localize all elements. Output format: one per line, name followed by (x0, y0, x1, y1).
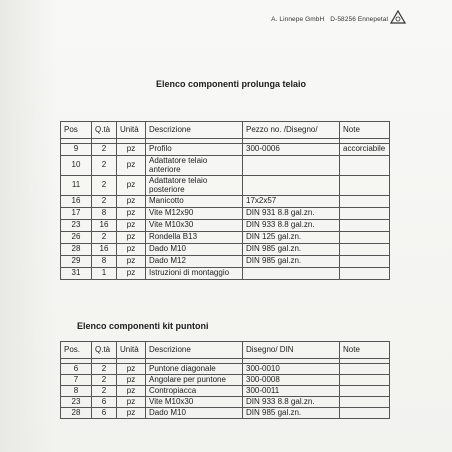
cell-description: Contropiacca (146, 386, 243, 397)
cell-part: 300-0008 (243, 375, 340, 386)
cell-pos: 28 (61, 244, 92, 256)
table-row (61, 144, 390, 156)
cell-qty: 2 (92, 196, 117, 208)
cell-note (340, 232, 390, 244)
cell-note (340, 208, 390, 220)
section2-title: Elenco componenti kit puntoni (77, 321, 209, 331)
cell-description: Dado M12 (146, 256, 243, 268)
col-qty: Q.tà (92, 342, 117, 359)
cell-part: DIN 985 gal.zn. (243, 244, 340, 256)
cell-qty: 16 (92, 244, 117, 256)
cell-qty: 6 (92, 408, 117, 419)
table-row (61, 408, 390, 419)
cell-description: Adattatore telaio posteriore (146, 176, 243, 196)
cell-part: 300-0006 (243, 144, 340, 156)
cell-part: 17x2x57 (243, 196, 340, 208)
col-description: Descrizione (146, 342, 243, 359)
cell-part: DIN 125 gal.zn. (243, 232, 340, 244)
table-row (61, 268, 390, 280)
table-row (61, 176, 390, 196)
cell-note (340, 156, 390, 176)
cell-qty: 2 (92, 386, 117, 397)
cell-pos: 6 (61, 364, 92, 375)
cell-description: Angolare per puntone (146, 375, 243, 386)
company-address: D-58256 Ennepetal (330, 16, 388, 23)
cell-description: Vite M12x90 (146, 208, 243, 220)
cell-pos: 9 (61, 144, 92, 156)
cell-description: Vite M10x30 (146, 397, 243, 408)
table-row (61, 232, 390, 244)
cell-note (340, 408, 390, 419)
cell-note (340, 397, 390, 408)
cell-part: 300-0010 (243, 364, 340, 375)
cell-pos: 10 (61, 156, 92, 176)
cell-unit: pz (117, 408, 146, 419)
col-unit: Unità (117, 342, 146, 359)
cell-qty: 6 (92, 397, 117, 408)
cell-description: Istruzioni di montaggio (146, 268, 243, 280)
col-description: Descrizione (146, 122, 243, 139)
cell-unit: pz (117, 196, 146, 208)
cell-pos: 23 (61, 220, 92, 232)
cell-part: DIN 985 gal.zn. (243, 256, 340, 268)
table-row (61, 156, 390, 176)
cell-note (340, 176, 390, 196)
cell-description: Rondella B13 (146, 232, 243, 244)
cell-description: Dado M10 (146, 408, 243, 419)
col-part: Pezzo no. /Disegno/ (243, 122, 340, 139)
cell-part: DIN 931 8.8 gal.zn. (243, 208, 340, 220)
cell-qty: 2 (92, 144, 117, 156)
cell-part: 300-0011 (243, 386, 340, 397)
cell-unit: pz (117, 256, 146, 268)
table-row (61, 397, 390, 408)
cell-description: Puntone diagonale (146, 364, 243, 375)
cell-pos: 26 (61, 232, 92, 244)
cell-qty: 2 (92, 232, 117, 244)
table-row (61, 220, 390, 232)
col-unit: Unità (117, 122, 146, 139)
cell-qty: 2 (92, 375, 117, 386)
cell-note (340, 256, 390, 268)
cell-pos: 7 (61, 375, 92, 386)
cell-unit: pz (117, 232, 146, 244)
cell-note (340, 244, 390, 256)
cell-note (340, 268, 390, 280)
cell-description: Profilo (146, 144, 243, 156)
cell-unit: pz (117, 208, 146, 220)
cell-unit: pz (117, 386, 146, 397)
cell-pos: 28 (61, 408, 92, 419)
cell-qty: 8 (92, 256, 117, 268)
cell-unit: pz (117, 364, 146, 375)
col-pos: Pos (61, 122, 92, 139)
table-row (61, 386, 390, 397)
cell-pos: 23 (61, 397, 92, 408)
company-name: A. Linnepe GmbH (271, 16, 325, 23)
cell-qty: 8 (92, 208, 117, 220)
cell-qty: 2 (92, 156, 117, 176)
cell-part: DIN 933 8.8 gal.zn. (243, 397, 340, 408)
cell-unit: pz (117, 244, 146, 256)
cell-unit: pz (117, 268, 146, 280)
cell-note (340, 220, 390, 232)
cell-note (340, 386, 390, 397)
cell-note (340, 364, 390, 375)
page-header (271, 16, 388, 23)
cell-pos: 8 (61, 386, 92, 397)
cell-unit: pz (117, 220, 146, 232)
cell-part: DIN 985 gal.zn. (243, 408, 340, 419)
col-pos: Pos. (61, 342, 92, 359)
cell-unit: pz (117, 375, 146, 386)
table-row (61, 196, 390, 208)
cell-part (243, 156, 340, 176)
cell-part (243, 176, 340, 196)
cell-pos: 31 (61, 268, 92, 280)
cell-qty: 2 (92, 364, 117, 375)
col-part: Disegno/ DIN (243, 342, 340, 359)
cell-qty: 16 (92, 220, 117, 232)
cell-note: accorciabile (340, 144, 390, 156)
table-row (61, 364, 390, 375)
cell-pos: 16 (61, 196, 92, 208)
parts-table-frame-extension (60, 121, 390, 280)
cell-description: Vite M10x30 (146, 220, 243, 232)
table-row (61, 244, 390, 256)
col-note: Note (340, 122, 390, 139)
cell-note (340, 375, 390, 386)
cell-note (340, 196, 390, 208)
cell-qty: 1 (92, 268, 117, 280)
section1-title: Elenco componenti prolunga telaio (155, 79, 306, 89)
table-row (61, 375, 390, 386)
cell-qty: 2 (92, 176, 117, 196)
cell-unit: pz (117, 144, 146, 156)
cell-description: Dado M10 (146, 244, 243, 256)
table-row (61, 256, 390, 268)
warning-triangle-icon (390, 10, 406, 24)
cell-unit: pz (117, 156, 146, 176)
cell-part: DIN 933 8.8 gal.zn. (243, 220, 340, 232)
cell-pos: 29 (61, 256, 92, 268)
cell-pos: 17 (61, 208, 92, 220)
table-row (61, 208, 390, 220)
col-qty: Q.tà (92, 122, 117, 139)
cell-description: Manicotto (146, 196, 243, 208)
col-note: Note (340, 342, 390, 359)
cell-pos: 11 (61, 176, 92, 196)
parts-table-strut-kit (60, 341, 390, 419)
cell-part (243, 268, 340, 280)
cell-unit: pz (117, 397, 146, 408)
table-header-row (61, 342, 390, 359)
cell-description: Adattatore telaio anteriore (146, 156, 243, 176)
table-header-row (61, 122, 390, 139)
cell-unit: pz (117, 176, 146, 196)
